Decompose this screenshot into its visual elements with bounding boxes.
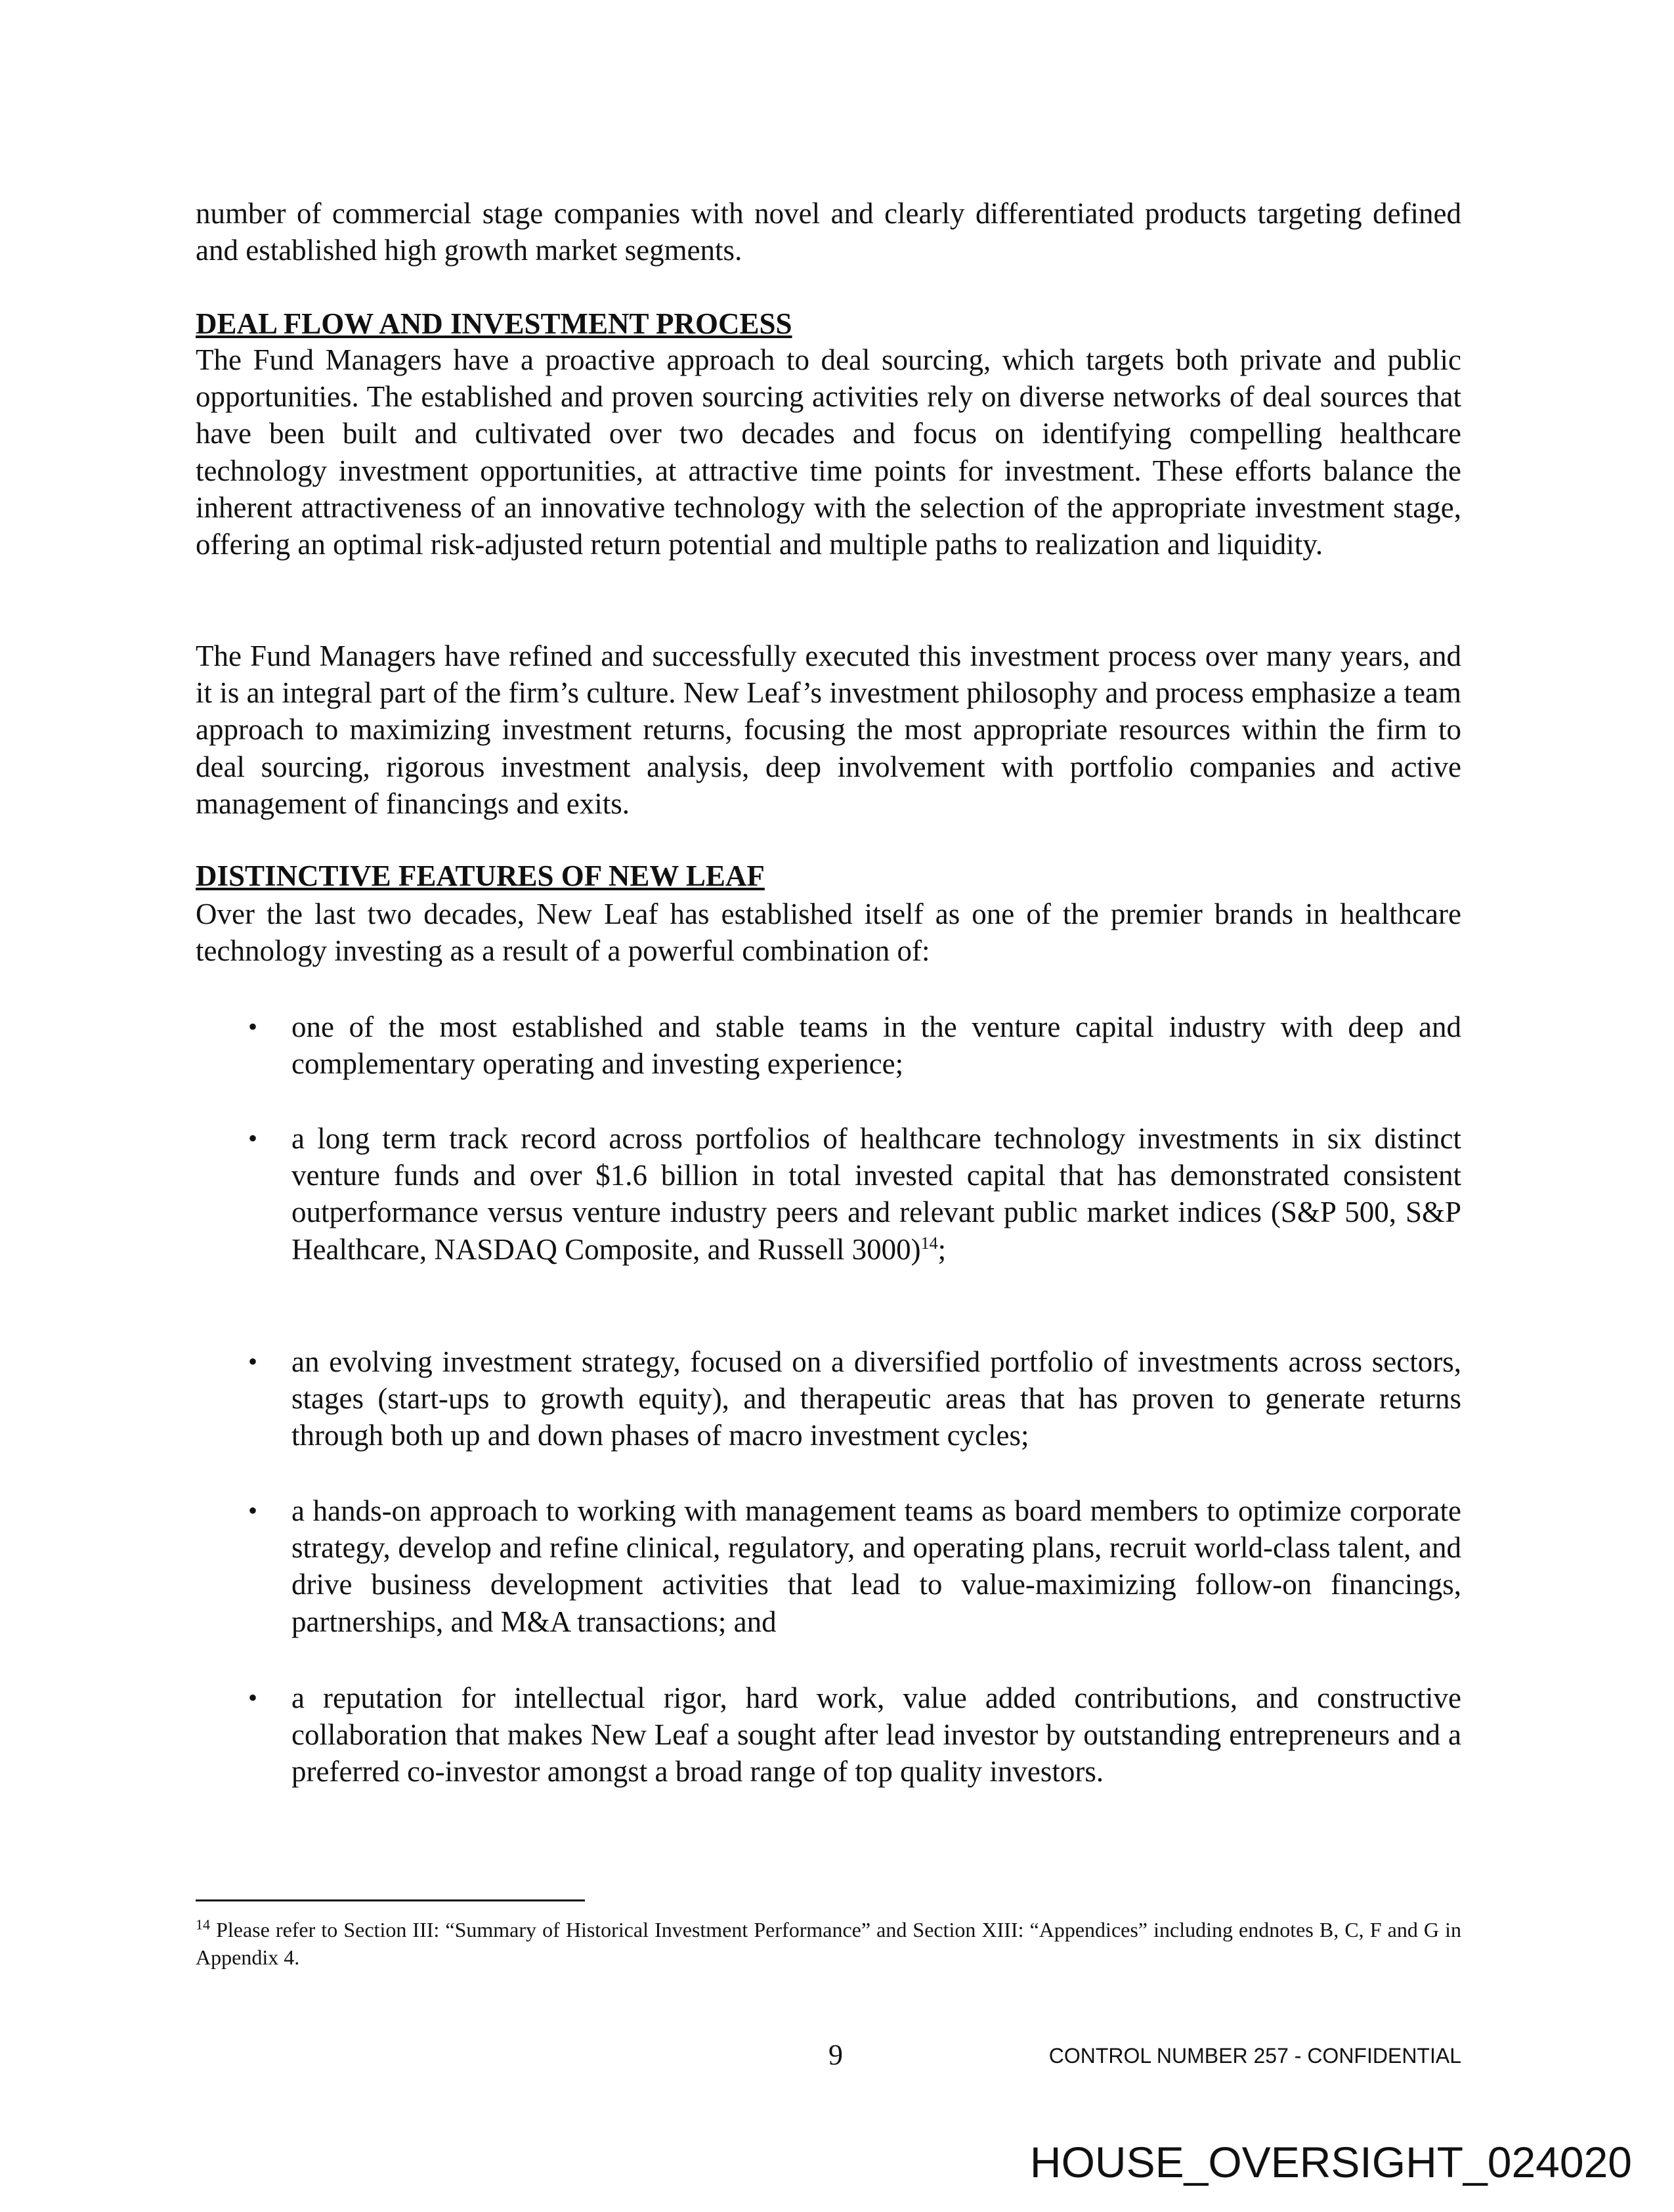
list-item: a hands-on approach to working with management teams as board members to optimize corporate strategy, develop and refine clinical, regulatory, and operating plans, recruit world-class talent, and drive business development activities that lead to value-maximizing follow-on financings, partnerships, and M&A transactions; and [291,1494,1461,1638]
intro-paragraph: number of commercial stage companies with novel and clearly differentiated products targeting defined and established high growth market segments. [196,197,1461,267]
footnote-text: Please refer to Section III: “Summary of Historical Investment Performance” and Section XIII: “Appendices” including endnotes B, C, F and G in Appendix 4. [196,1918,1461,1969]
bullet-icon: • [248,1496,258,1525]
bullet-icon: • [248,1347,258,1376]
footnote [196,1916,1461,1971]
bates-number: HOUSE_OVERSIGHT_024020 [1029,2138,1632,2186]
section-heading-deal-flow: DEAL FLOW AND INVESTMENT PROCESS [196,307,792,340]
footnote-ref[interactable]: 14 [920,1233,938,1253]
bullet-icon: • [248,1683,258,1712]
list-item: an evolving investment strategy, focused on a diversified portfolio of investments across sectors, stages (start-ups to growth equity), and therapeutic areas that has proven to generate returns through both up and down phases of macro investment cycles; [291,1345,1461,1452]
page-number: 9 [828,2039,843,2071]
footnote-divider [196,1899,585,1901]
control-number: CONTROL NUMBER 257 - CONFIDENTIAL [1048,2044,1461,2068]
list-item-tail: ; [937,1232,947,1266]
distinctive-features-paragraph: Over the last two decades, New Leaf has established itself as one of the premier brands in healthcare technology investing as a result of a powerful combination of: [196,898,1461,968]
footnote-number: 14 [196,1916,210,1933]
deal-flow-paragraph-2: The Fund Managers have refined and successfully executed this investment process over many years, and it is an integral part of the firm’s culture. New Leaf’s investment philosophy and process emphasize a team approach to maximizing investment returns, focusing the most appropriate resources within the firm to deal sourcing, rigorous investment analysis, deep involvement with portfolio companies and active management of financings and exits. [196,640,1461,820]
list-item-text: a long term track record across portfolios of healthcare technology investments in six distinct venture funds and over $1.6 billion in total invested capital that has demonstrated consistent outperformance versus venture industry peers and relevant public market indices (S&P 500, S&P Healthcare, NASDAQ Composite, and Russell 3000) [291,1122,1461,1266]
bullet-icon: • [248,1012,258,1041]
deal-flow-paragraph-1: The Fund Managers have a proactive approach to deal sourcing, which targets both private and public opportunities. The established and proven sourcing activities rely on diverse networks of deal sources that have been built and cultivated over two decades and focus on identifying compelling healthcare technology investment opportunities, at attractive time points for investment. These efforts balance the inherent attractiveness of an innovative technology with the selection of the appropriate investment stage, offering an optimal risk-adjusted return potential and multiple paths to realization and liquidity. [196,343,1461,561]
list-item: one of the most established and stable teams in the venture capital industry with deep and complementary operating and investing experience; [291,1010,1461,1081]
list-item: a reputation for intellectual rigor, hard work, value added contributions, and constructive collaboration that makes New Leaf a sought after lead investor by outstanding entrepreneurs and a preferred co-investor amongst a broad range of top quality investors. [291,1681,1461,1789]
bullet-icon: • [248,1123,258,1153]
section-heading-distinctive-features: DISTINCTIVE FEATURES OF NEW LEAF [196,859,765,892]
list-item [291,1120,1461,1268]
